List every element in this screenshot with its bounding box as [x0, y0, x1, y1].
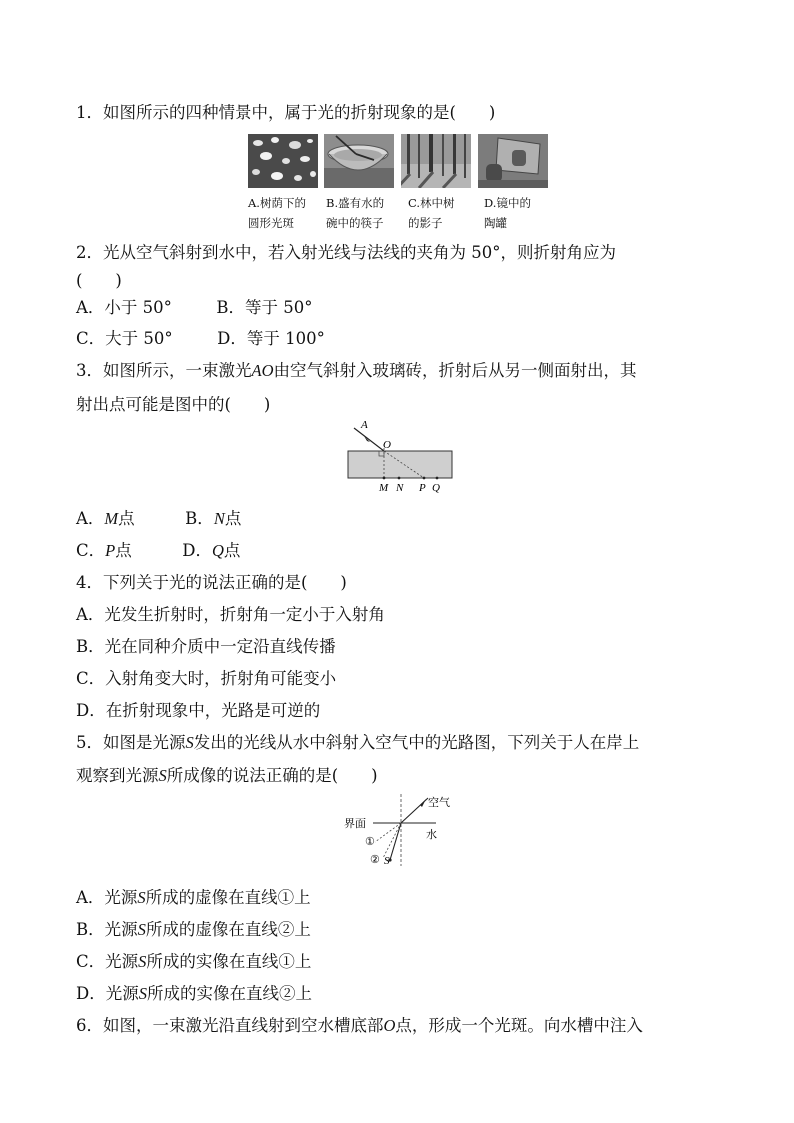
- q2-option-d[interactable]: D．等于 100°: [217, 329, 325, 348]
- q5-stem-line1: 5．如图是光源S发出的光线从水中斜射入空气中的光路图，下列关于人在岸上: [76, 733, 640, 752]
- q3-options-row1: [76, 508, 241, 530]
- extension-line-1: [375, 823, 401, 842]
- label-p: P: [419, 482, 426, 494]
- q2-option-b[interactable]: B．等于 50°: [216, 298, 313, 317]
- q2-options-row1: [76, 297, 313, 319]
- label-interface: 界面: [344, 818, 366, 830]
- q2-option-c[interactable]: C．大于 50°: [76, 329, 173, 348]
- label-q: Q: [432, 482, 440, 494]
- q1-option-d-caption: D.镜中的 陶罐: [484, 196, 531, 230]
- q1-photo-a-tree-shade-spots: [248, 134, 318, 188]
- q1-photo-c-forest-shadows: [401, 134, 471, 188]
- q4-option-b[interactable]: B．光在同种介质中一定沿直线传播: [76, 637, 336, 656]
- q1-photo-b-bowl-chopsticks: [324, 134, 394, 188]
- q5-option-c[interactable]: C．光源S所成的实像在直线①上: [76, 952, 312, 971]
- q5-option-a[interactable]: A．光源S所成的虚像在直线①上: [76, 888, 311, 907]
- q4-option-c[interactable]: C．入射角变大时，折射角可能变小: [76, 669, 337, 688]
- q1-option-c-caption: C.林中树 的影子: [408, 196, 455, 230]
- q3-option-d[interactable]: D．Q点: [182, 541, 241, 560]
- q4-option-d[interactable]: D．在折射现象中，光路是可逆的: [76, 701, 321, 720]
- q5-option-b[interactable]: B．光源S所成的虚像在直线②上: [76, 920, 311, 939]
- q3-stem-line1: 3．如图所示，一束激光AO由空气斜射入玻璃砖，折射后从另一侧面射出，其: [76, 361, 637, 380]
- label-m: M: [379, 482, 389, 494]
- label-a: A: [361, 419, 368, 431]
- q1-option-a-caption: A.树荫下的 圆形光斑: [248, 196, 306, 230]
- label-water: 水: [426, 829, 437, 841]
- label-o: O: [383, 439, 391, 451]
- q5-refraction-figure: [340, 790, 465, 870]
- q3-option-c[interactable]: C．P点: [76, 541, 132, 560]
- glass-brick: [348, 451, 452, 478]
- q1-photo-d-mirror-jar: [478, 134, 548, 188]
- q3-glass-brick-figure: [340, 416, 465, 496]
- label-air: 空气: [428, 797, 450, 809]
- q5-option-d[interactable]: D．光源S所成的实像在直线②上: [76, 984, 312, 1003]
- q4-option-a[interactable]: A．光发生折射时，折射角一定小于入射角: [76, 605, 385, 624]
- q3-option-b[interactable]: B．N点: [185, 509, 242, 528]
- label-s: S: [384, 855, 390, 867]
- q2-option-a[interactable]: A．小于 50°: [76, 298, 172, 317]
- q2-options-row2: [76, 328, 325, 350]
- q4-stem: 4．下列关于光的说法正确的是( ): [76, 573, 347, 592]
- q3-stem-line2: 射出点可能是图中的( ): [76, 395, 271, 414]
- label-n: N: [396, 482, 404, 494]
- q6-stem: 6．如图，一束激光沿直线射到空水槽底部O点，形成一个光斑。向水槽中注入: [76, 1016, 643, 1035]
- label-line2: ②: [370, 854, 380, 866]
- q1-option-b-caption: B.盛有水的 碗中的筷子: [326, 196, 385, 230]
- incident-ray-ao: [354, 428, 384, 451]
- q3-option-a[interactable]: A．M点: [76, 509, 135, 528]
- q2-stem-line1: 2．光从空气斜射到水中，若入射光线与法线的夹角为 50°，则折射角应为: [76, 243, 616, 262]
- q2-stem-line2: ( ): [76, 271, 122, 290]
- q1-stem: 1．如图所示的四种情景中，属于光的折射现象的是( ): [76, 103, 496, 122]
- q3-options-row2: [76, 540, 240, 562]
- q5-stem-line2: 观察到光源S所成像的说法正确的是( ): [76, 766, 378, 785]
- label-line1: ①: [365, 836, 375, 848]
